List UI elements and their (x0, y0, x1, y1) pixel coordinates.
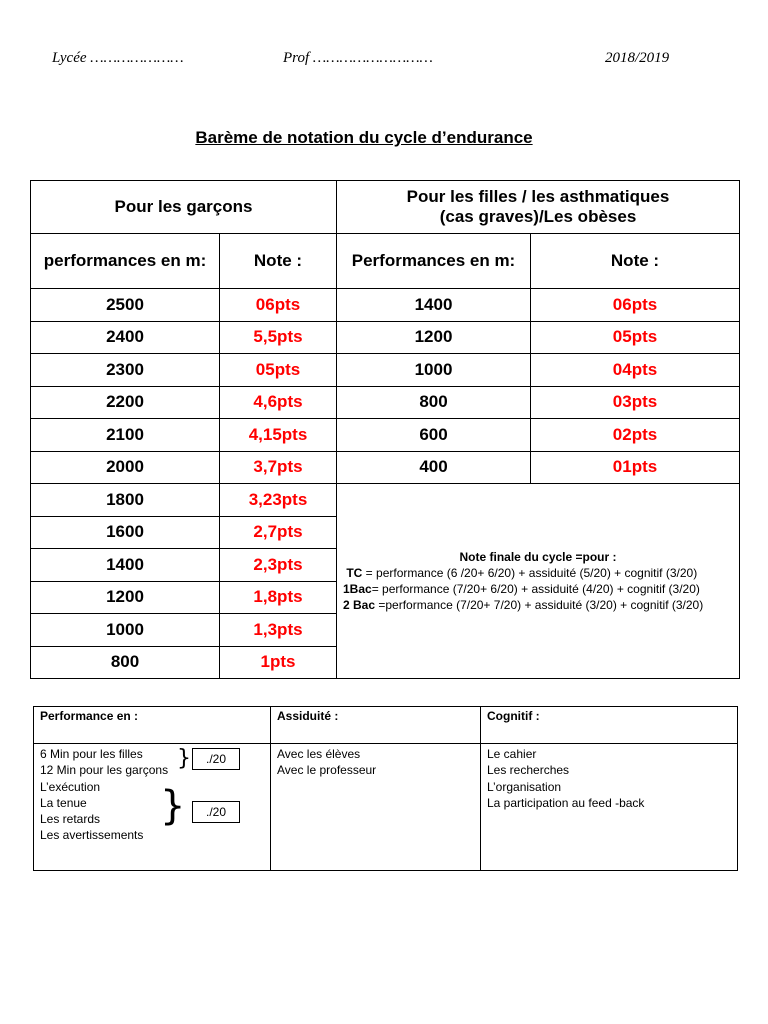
girls-perf: 1200 (337, 321, 531, 354)
girls-note: 02pts (531, 419, 740, 452)
girls-note: 05pts (531, 321, 740, 354)
final-note-2bac: 2 Bac =performance (7/20+ 7/20) + assiduité (3/20) + cognitif (3/20) (343, 598, 704, 612)
boys-perf: 1400 (31, 549, 220, 582)
boys-note: 1,3pts (220, 614, 337, 647)
col-note-girls: Note : (531, 234, 740, 289)
girls-note: 01pts (531, 451, 740, 484)
boys-perf: 1800 (31, 484, 220, 517)
col-perf-boys: performances en m: (31, 234, 220, 289)
boys-note: 1,8pts (220, 581, 337, 614)
list-item: Les recherches (487, 763, 570, 778)
boys-note: 4,15pts (220, 419, 337, 452)
girls-perf: 800 (337, 386, 531, 419)
table-row (31, 451, 740, 484)
boys-note: 2,3pts (220, 549, 337, 582)
boys-note: 4,6pts (220, 386, 337, 419)
boys-perf: 1200 (31, 581, 220, 614)
table-row (31, 386, 740, 419)
list-item: 6 Min pour les filles (40, 747, 143, 761)
col-assiduite: Assiduité : (271, 707, 481, 744)
col-note-boys: Note : (220, 234, 337, 289)
list-item: La tenue (40, 795, 87, 810)
group-girls-header (337, 181, 740, 234)
list-item: L’organisation (487, 779, 562, 794)
list-item: Avec les élèves (277, 747, 361, 761)
list-item: Avec le professeur (277, 763, 377, 778)
boys-perf: 1000 (31, 614, 220, 647)
girls-note: 06pts (531, 289, 740, 322)
boys-note: 06pts (220, 289, 337, 322)
table-row (31, 419, 740, 452)
brace-icon: } (177, 746, 191, 771)
grading-table (30, 180, 740, 679)
girls-perf: 600 (337, 419, 531, 452)
header-lycee: Lycée ………………… (52, 50, 184, 66)
boys-note: 5,5pts (220, 321, 337, 354)
table-row (31, 354, 740, 387)
table-row (31, 321, 740, 354)
list-item: Les avertissements (40, 828, 144, 843)
table-row (31, 289, 740, 322)
performance-cell (34, 744, 271, 871)
boys-perf: 1600 (31, 516, 220, 549)
group-boys-header: Pour les garçons (31, 181, 337, 234)
table-row (31, 484, 740, 517)
final-note-box (337, 484, 740, 679)
girls-perf: 1000 (337, 354, 531, 387)
cognitif-cell (481, 744, 738, 871)
boys-perf: 2500 (31, 289, 220, 322)
col-perf-girls: Performances en m: (337, 234, 531, 289)
assiduite-cell (271, 744, 481, 871)
girls-note: 04pts (531, 354, 740, 387)
boys-perf: 2000 (31, 451, 220, 484)
boys-perf: 2400 (31, 321, 220, 354)
boys-note: 05pts (220, 354, 337, 387)
list-item: Le cahier (487, 747, 537, 761)
col-performance: Performance en : (34, 707, 271, 744)
group-girls-line2: (cas graves)/Les obèses (439, 207, 637, 226)
list-item: 12 Min pour les garçons (40, 763, 169, 778)
girls-perf: 1400 (337, 289, 531, 322)
group-girls-line1: Pour les filles / les asthmatiques (406, 187, 670, 206)
boys-note: 1pts (220, 646, 337, 679)
col-cognitif: Cognitif : (481, 707, 738, 744)
criteria-table (33, 706, 738, 871)
header-year: 2018/2019 (605, 50, 670, 66)
boys-perf: 2200 (31, 386, 220, 419)
boys-note: 3,7pts (220, 451, 337, 484)
final-note-title: Note finale du cycle =pour : (459, 550, 617, 564)
girls-perf: 400 (337, 451, 531, 484)
girls-note: 03pts (531, 386, 740, 419)
header-prof: Prof ……………………… (283, 50, 433, 66)
boys-perf: 2100 (31, 419, 220, 452)
boys-note: 3,23pts (220, 484, 337, 517)
boys-note: 2,7pts (220, 516, 337, 549)
brace-icon: } (160, 783, 186, 829)
list-item: L’exécution (40, 779, 101, 794)
list-item: Les retards (40, 812, 101, 827)
final-note-tc: TC = performance (6 /20+ 6/20) + assiduité (5/20) + cognitif (3/20) (346, 566, 698, 580)
score-box-time: ./20 (192, 748, 240, 770)
list-item: La participation au feed -back (487, 795, 645, 810)
page-title: Barème de notation du cycle d’endurance (195, 128, 533, 147)
final-note-1bac: 1Bac= performance (7/20+ 6/20) + assiduité (4/20) + cognitif (3/20) (343, 582, 700, 596)
boys-perf: 2300 (31, 354, 220, 387)
boys-perf: 800 (31, 646, 220, 679)
score-box-behaviour: ./20 (192, 801, 240, 823)
